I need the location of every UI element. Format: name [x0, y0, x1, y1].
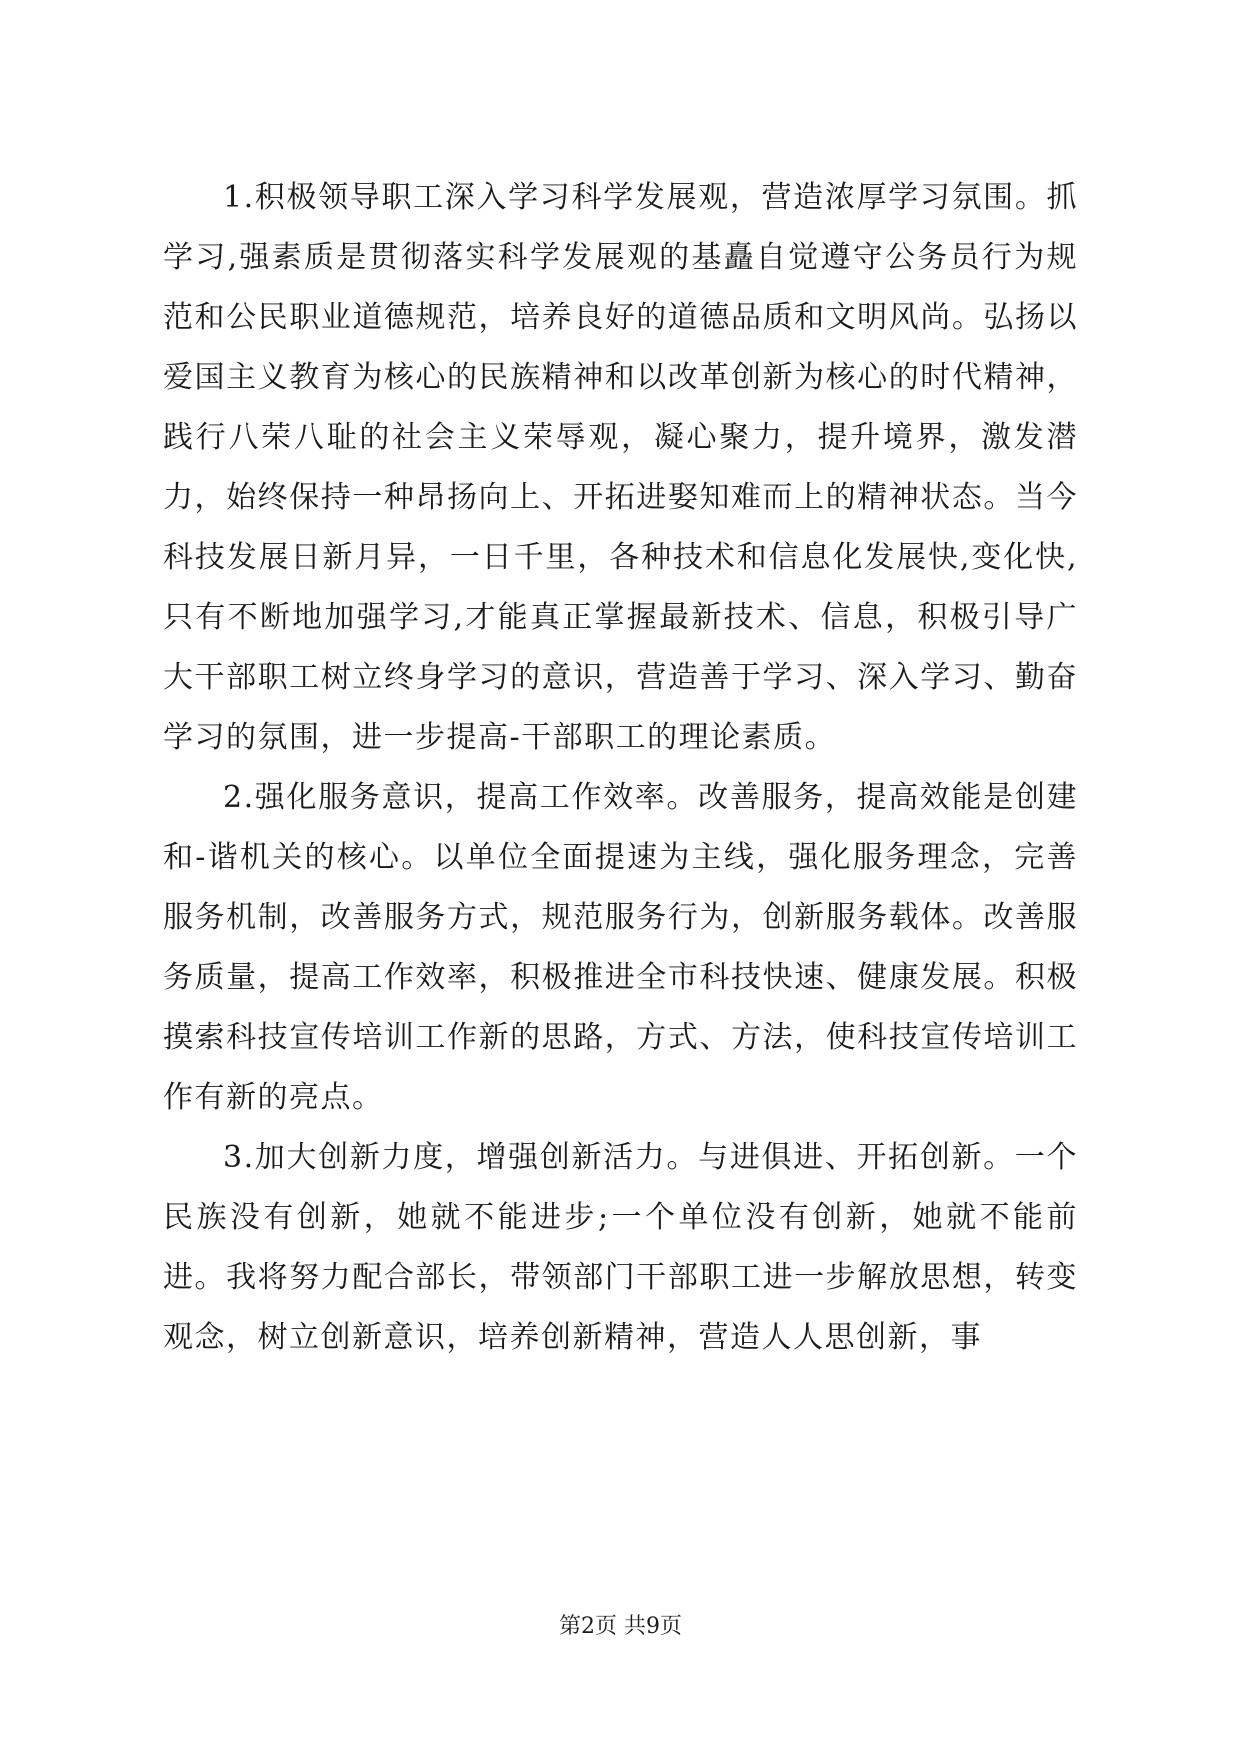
paragraph-3: 3.加大创新力度，增强创新活力。与进俱进、开拓创新。一个民族没有创新，她就不能进步;一个单位没有创新，她就不能前进。我将努力配合部长，带领部门干部职工进一步解放思想，转变观念，树立创新意识，培养创新精神，营造人人思创新，事 — [163, 1140, 1078, 1355]
page-number-footer: 第2页 共9页 — [559, 1614, 682, 1639]
paragraph-1: 1.积极领导职工深入学习科学发展观，营造浓厚学习氛围。抓学习,强素质是贯彻落实科学发展观的基矗自觉遵守公务员行为规范和公民职业道德规范，培养良好的道德品质和文明风尚。弘扬以爱国主义教育为核心的民族精神和以改革创新为核心的时代精神，践行八荣八耻的社会主义荣辱观，凝心聚力，提升境界，激发潜力，始终保持一种昂扬向上、开拓进娶知难而上的精神状态。当今科技发展日新月异，一日千里，各种技术和信息化发展快,变化快,只有不断地加强学习,才能真正掌握最新技术、信息，积极引导广大干部职工树立终身学习的意识，营造善于学习、深入学习、勤奋学习的氛围，进一步提高-干部职工的理论素质。 — [163, 180, 1078, 755]
paragraph-2: 2.强化服务意识，提高工作效率。改善服务，提高效能是创建和-谐机关的核心。以单位全面提速为主线，强化服务理念，完善服务机制，改善服务方式，规范服务行为，创新服务载体。改善服务质量，提高工作效率，积极推进全市科技快速、健康发展。积极摸索科技宣传培训工作新的思路，方式、方法，使科技宣传培训工作有新的亮点。 — [163, 780, 1078, 1115]
document-body — [163, 168, 1078, 1368]
